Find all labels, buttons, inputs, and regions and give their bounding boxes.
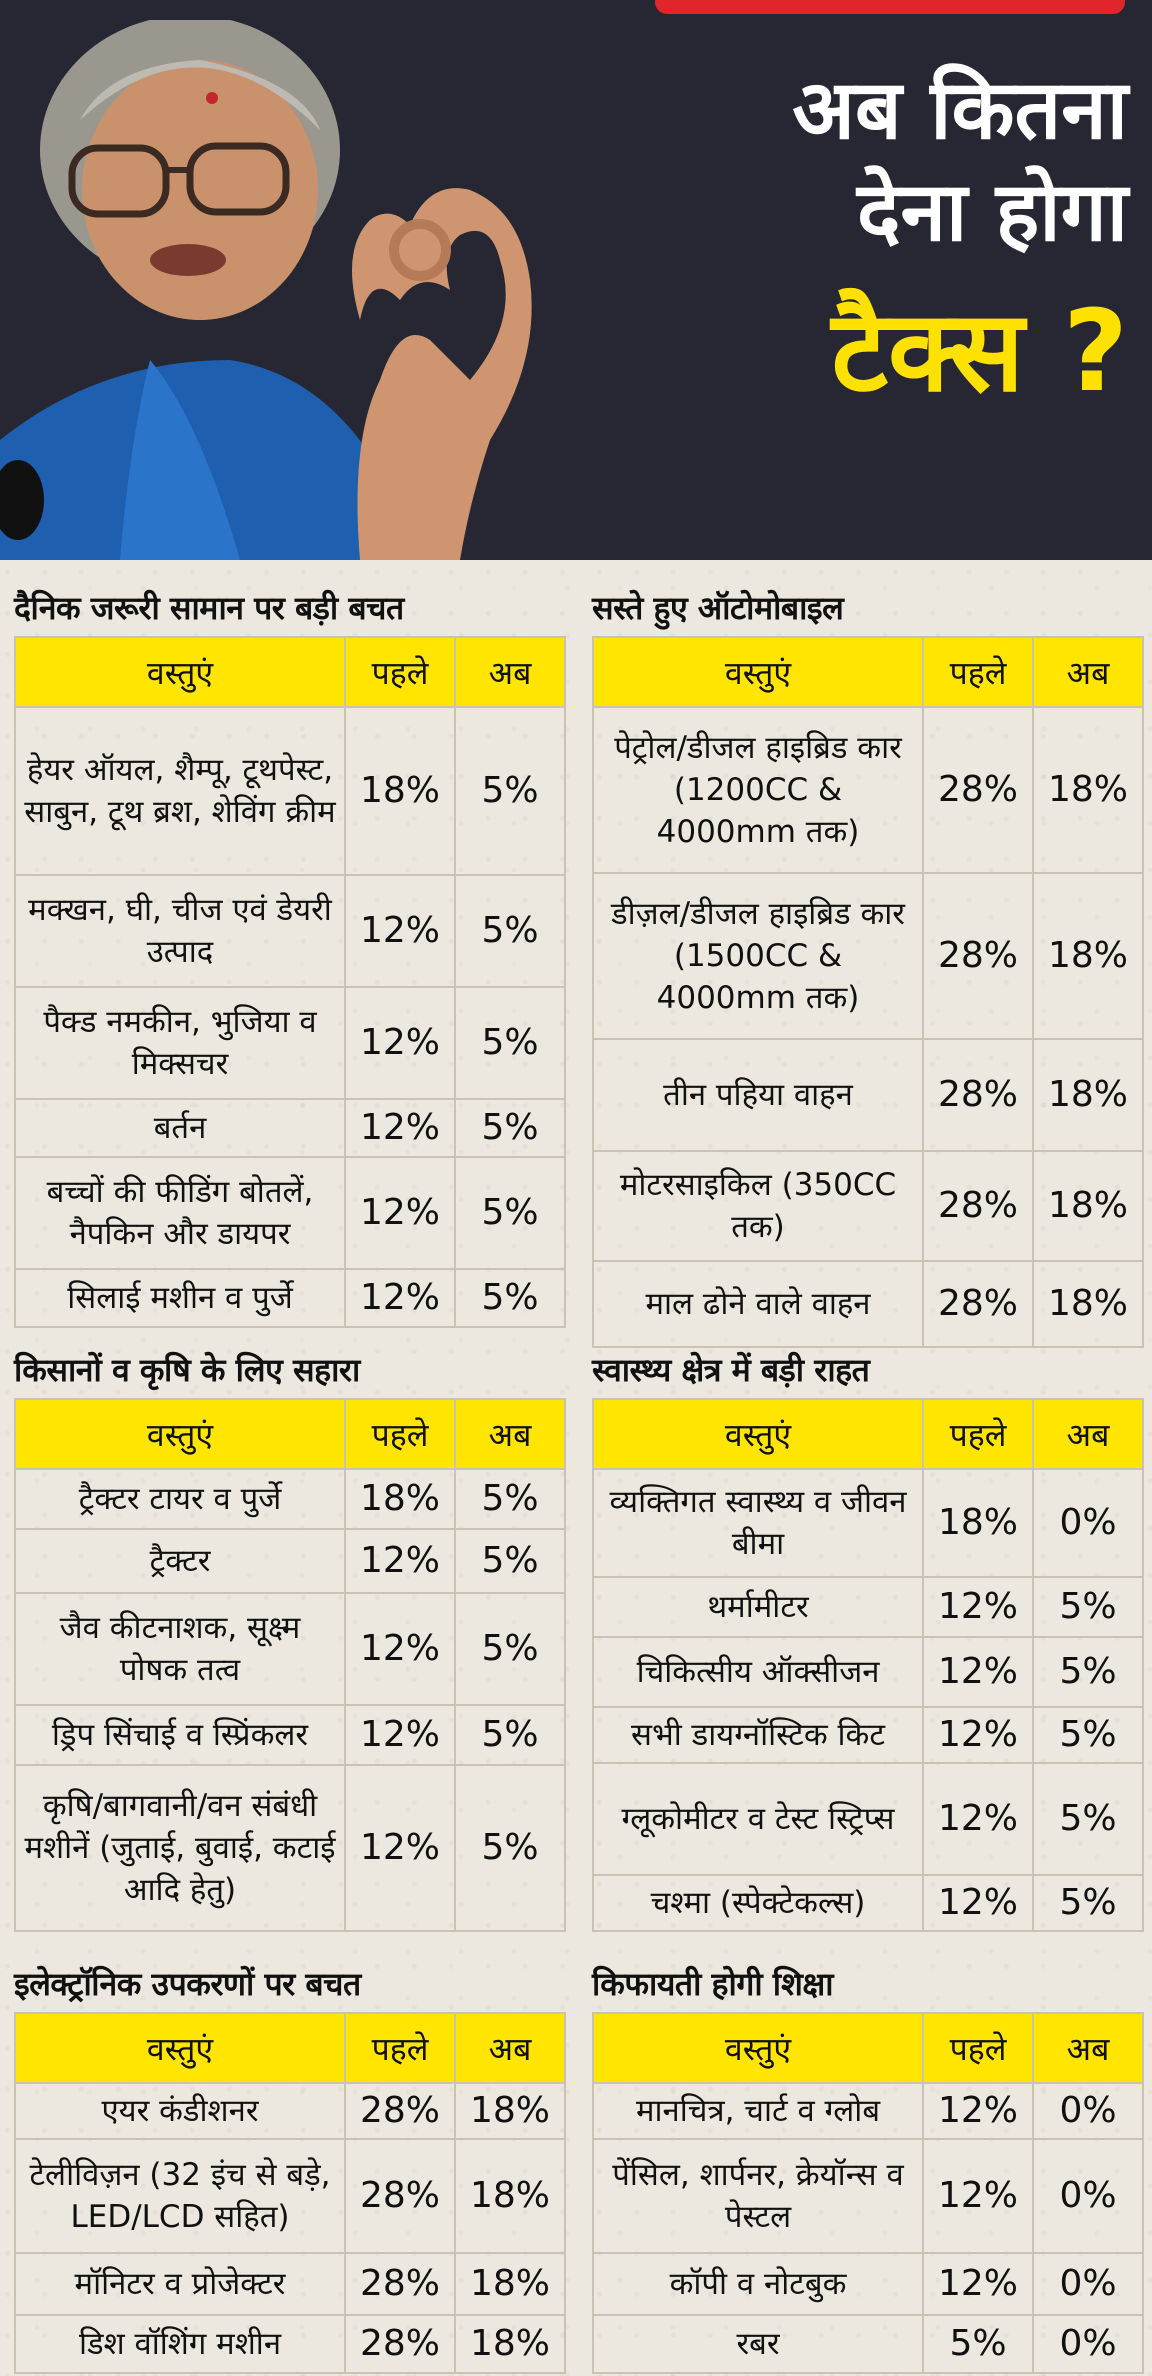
item-cell: मॉनिटर व प्रोजेक्टर	[15, 2253, 345, 2315]
new-rate: 5%	[1033, 1707, 1143, 1763]
section-electronics	[14, 1956, 564, 2374]
header-item: वस्तुएं	[593, 2013, 923, 2083]
portrait-illustration	[0, 20, 660, 560]
table-row	[593, 2315, 1143, 2373]
item-cell: माल ढोने वाले वाहन	[593, 1261, 923, 1347]
new-rate: 0%	[1033, 2253, 1143, 2315]
new-rate: 0%	[1033, 2083, 1143, 2139]
before-rate: 28%	[345, 2139, 455, 2253]
before-rate: 12%	[345, 1765, 455, 1931]
before-rate: 12%	[345, 1157, 455, 1269]
tax-table	[14, 1398, 566, 1932]
header-before: पहले	[923, 637, 1033, 707]
before-rate: 28%	[923, 707, 1033, 873]
item-cell: रबर	[593, 2315, 923, 2373]
table-header-row	[15, 2013, 565, 2083]
item-cell: सभी डायग्नॉस्टिक किट	[593, 1707, 923, 1763]
header-before: पहले	[345, 2013, 455, 2083]
header-now: अब	[455, 1399, 565, 1469]
table-row	[593, 1039, 1143, 1151]
table-row	[15, 2315, 565, 2373]
table-header-row	[593, 1399, 1143, 1469]
before-rate: 12%	[923, 1707, 1033, 1763]
header-before: पहले	[923, 2013, 1033, 2083]
before-rate: 28%	[923, 873, 1033, 1039]
headline-line-3: टैक्स ?	[831, 287, 1128, 417]
tax-table	[14, 2012, 566, 2374]
before-rate: 12%	[923, 2083, 1033, 2139]
header-now: अब	[1033, 637, 1143, 707]
item-cell: पैक्ड नमकीन, भुजिया व मिक्सचर	[15, 987, 345, 1099]
new-rate: 5%	[455, 1157, 565, 1269]
header-now: अब	[455, 637, 565, 707]
new-rate: 18%	[1033, 707, 1143, 873]
new-rate: 18%	[455, 2315, 565, 2373]
new-rate: 0%	[1033, 2315, 1143, 2373]
table-row	[593, 1469, 1143, 1577]
new-rate: 5%	[1033, 1875, 1143, 1931]
before-rate: 28%	[923, 1261, 1033, 1347]
tax-table	[592, 636, 1144, 1348]
table-row	[593, 1577, 1143, 1637]
table-row	[593, 2139, 1143, 2253]
table-row	[15, 1593, 565, 1705]
new-rate: 18%	[455, 2139, 565, 2253]
item-cell: कॉपी व नोटबुक	[593, 2253, 923, 2315]
item-cell: डीज़ल/डीजल हाइब्रिड कार (1500CC & 4000mm तक)	[593, 873, 923, 1039]
new-rate: 5%	[455, 1529, 565, 1593]
item-cell: टेलीविज़न (32 इंच से बड़े, LED/LCD सहित)	[15, 2139, 345, 2253]
table-row	[15, 2139, 565, 2253]
headline-line-2: देना होगा	[856, 165, 1128, 260]
header-now: अब	[1033, 2013, 1143, 2083]
new-rate: 5%	[455, 1269, 565, 1327]
table-row	[15, 987, 565, 1099]
item-cell: तीन पहिया वाहन	[593, 1039, 923, 1151]
content-area	[0, 560, 1152, 2376]
table-row	[15, 707, 565, 875]
table-row	[593, 1707, 1143, 1763]
item-cell: मोटरसाइकिल (350CC तक)	[593, 1151, 923, 1261]
before-rate: 12%	[345, 1529, 455, 1593]
section-title: इलेक्ट्रॉनिक उपकरणों पर बचत	[14, 1965, 361, 2003]
new-rate: 5%	[1033, 1637, 1143, 1707]
table-row	[593, 1261, 1143, 1347]
header-before: पहले	[923, 1399, 1033, 1469]
section-title: सस्ते हुए ऑटोमोबाइल	[592, 589, 844, 627]
item-cell: पेट्रोल/डीजल हाइब्रिड कार (1200CC & 4000mm तक)	[593, 707, 923, 873]
item-cell: हेयर ऑयल, शैम्पू, टूथपेस्ट, साबुन, टूथ ब्रश, शेविंग क्रीम	[15, 707, 345, 875]
table-row	[15, 1765, 565, 1931]
item-cell: ग्लूकोमीटर व टेस्ट स्ट्रिप्स	[593, 1763, 923, 1875]
before-rate: 18%	[345, 707, 455, 875]
new-rate: 18%	[455, 2253, 565, 2315]
table-row	[15, 1157, 565, 1269]
new-rate: 18%	[1033, 873, 1143, 1039]
item-cell: चश्मा (स्पेक्टेकल्स)	[593, 1875, 923, 1931]
table-row	[15, 1705, 565, 1765]
new-rate: 5%	[455, 1469, 565, 1529]
new-rate: 5%	[455, 1765, 565, 1931]
new-rate: 18%	[455, 2083, 565, 2139]
header-item: वस्तुएं	[15, 637, 345, 707]
header-now: अब	[1033, 1399, 1143, 1469]
before-rate: 12%	[345, 1099, 455, 1157]
header-item: वस्तुएं	[15, 1399, 345, 1469]
section-farm	[14, 1342, 564, 1932]
red-strip	[655, 0, 1125, 14]
new-rate: 5%	[455, 1593, 565, 1705]
section-title: किफायती होगी शिक्षा	[592, 1965, 834, 2003]
section-education	[592, 1956, 1142, 2374]
table-row	[593, 1763, 1143, 1875]
tax-table	[592, 2012, 1144, 2374]
new-rate: 18%	[1033, 1261, 1143, 1347]
item-cell: सिलाई मशीन व पुर्जे	[15, 1269, 345, 1327]
before-rate: 28%	[345, 2253, 455, 2315]
before-rate: 12%	[345, 987, 455, 1099]
new-rate: 0%	[1033, 1469, 1143, 1577]
item-cell: जैव कीटनाशक, सूक्ष्म पोषक तत्व	[15, 1593, 345, 1705]
header-item: वस्तुएं	[593, 1399, 923, 1469]
section-title: दैनिक जरूरी सामान पर बड़ी बचत	[14, 589, 404, 627]
item-cell: बर्तन	[15, 1099, 345, 1157]
new-rate: 5%	[455, 707, 565, 875]
before-rate: 12%	[345, 1705, 455, 1765]
table-row	[593, 1151, 1143, 1261]
before-rate: 28%	[923, 1151, 1033, 1261]
before-rate: 5%	[923, 2315, 1033, 2373]
header-banner	[0, 0, 1152, 560]
item-cell: व्यक्तिगत स्वास्थ्य व जीवन बीमा	[593, 1469, 923, 1577]
section-daily	[14, 580, 564, 1328]
before-rate: 12%	[923, 1637, 1033, 1707]
section-title: स्वास्थ्य क्षेत्र में बड़ी राहत	[592, 1351, 870, 1389]
section-title: किसानों व कृषि के लिए सहारा	[14, 1351, 360, 1389]
table-row	[593, 707, 1143, 873]
item-cell: मक्खन, घी, चीज एवं डेयरी उत्पाद	[15, 875, 345, 987]
table-row	[593, 873, 1143, 1039]
before-rate: 12%	[923, 1875, 1033, 1931]
table-row	[15, 2083, 565, 2139]
new-rate: 5%	[455, 1099, 565, 1157]
before-rate: 28%	[923, 1039, 1033, 1151]
new-rate: 5%	[455, 987, 565, 1099]
table-row	[15, 1269, 565, 1327]
before-rate: 12%	[923, 1577, 1033, 1637]
before-rate: 12%	[345, 1593, 455, 1705]
table-row	[15, 875, 565, 987]
section-auto	[592, 580, 1142, 1348]
new-rate: 18%	[1033, 1039, 1143, 1151]
header-before: पहले	[345, 1399, 455, 1469]
new-rate: 5%	[1033, 1763, 1143, 1875]
new-rate: 0%	[1033, 2139, 1143, 2253]
table-header-row	[593, 2013, 1143, 2083]
headline	[608, 60, 1128, 422]
table-row	[593, 2253, 1143, 2315]
header-now: अब	[455, 2013, 565, 2083]
item-cell: चिकित्सीय ऑक्सीजन	[593, 1637, 923, 1707]
table-row	[593, 2083, 1143, 2139]
item-cell: बच्चों की फीडिंग बोतलें, नैपकिन और डायपर	[15, 1157, 345, 1269]
table-row	[15, 2253, 565, 2315]
headline-line-1: अब कितना	[792, 63, 1128, 158]
header-item: वस्तुएं	[15, 2013, 345, 2083]
table-header-row	[15, 1399, 565, 1469]
new-rate: 5%	[455, 875, 565, 987]
table-header-row	[15, 637, 565, 707]
item-cell: पेंसिल, शार्पनर, क्रेयॉन्स व पेस्टल	[593, 2139, 923, 2253]
tax-table	[14, 636, 566, 1328]
table-row	[593, 1637, 1143, 1707]
item-cell: थर्मामीटर	[593, 1577, 923, 1637]
table-row	[15, 1099, 565, 1157]
before-rate: 18%	[923, 1469, 1033, 1577]
header-item: वस्तुएं	[593, 637, 923, 707]
new-rate: 5%	[455, 1705, 565, 1765]
item-cell: एयर कंडीशनर	[15, 2083, 345, 2139]
before-rate: 12%	[345, 1269, 455, 1327]
header-before: पहले	[345, 637, 455, 707]
section-health	[592, 1342, 1142, 1932]
new-rate: 18%	[1033, 1151, 1143, 1261]
before-rate: 12%	[923, 2253, 1033, 2315]
before-rate: 12%	[923, 1763, 1033, 1875]
new-rate: 5%	[1033, 1577, 1143, 1637]
item-cell: ट्रैक्टर टायर व पुर्जे	[15, 1469, 345, 1529]
table-header-row	[593, 637, 1143, 707]
item-cell: कृषि/बागवानी/वन संबंधी मशीनें (जुताई, बुवाई, कटाई आदि हेतु)	[15, 1765, 345, 1931]
before-rate: 12%	[923, 2139, 1033, 2253]
table-row	[593, 1875, 1143, 1931]
item-cell: ड्रिप सिंचाई व स्प्रिंकलर	[15, 1705, 345, 1765]
before-rate: 28%	[345, 2083, 455, 2139]
before-rate: 12%	[345, 875, 455, 987]
item-cell: ट्रैक्टर	[15, 1529, 345, 1593]
before-rate: 18%	[345, 1469, 455, 1529]
table-row	[15, 1469, 565, 1529]
table-row	[15, 1529, 565, 1593]
item-cell: मानचित्र, चार्ट व ग्लोब	[593, 2083, 923, 2139]
before-rate: 28%	[345, 2315, 455, 2373]
item-cell: डिश वॉशिंग मशीन	[15, 2315, 345, 2373]
tax-table	[592, 1398, 1144, 1932]
